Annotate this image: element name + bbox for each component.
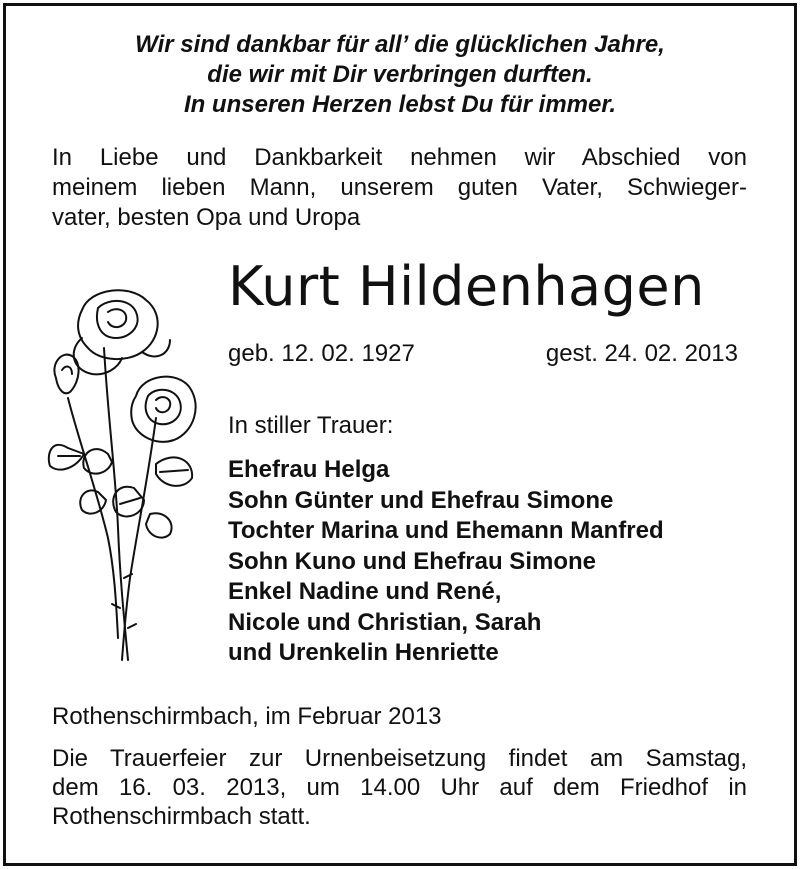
intro-line: vater, besten Opa und Uropa (52, 204, 361, 231)
service-line: Rothenschirmbach statt. (52, 803, 311, 830)
mourner-line: und Urenkelin Henriette (228, 639, 499, 666)
deceased-name: Kurt Hildenhagen (228, 255, 705, 318)
death-date: gest. 24. 02. 2013 (545, 340, 738, 367)
place-date: Rothenschirmbach, im Februar 2013 (52, 703, 442, 730)
mourners-heading: In stiller Trauer: (228, 412, 394, 439)
intro-line: In Liebe und Dankbarkeit nehmen wir Abschied von (52, 144, 747, 171)
motto (0, 30, 800, 120)
mourner-line: Enkel Nadine und René, (228, 578, 502, 605)
service-line: Die Trauerfeier zur Urnenbeisetzung findet am Samstag, (52, 745, 747, 772)
mourner-line: Sohn Günter und Ehefrau Simone (228, 486, 614, 514)
mourners-list (228, 455, 664, 669)
mourner-line: Tochter Marina und Ehemann Manfred (228, 517, 664, 544)
service-info (52, 744, 747, 831)
life-dates (228, 340, 738, 368)
mourner-line: Sohn Kuno und Ehefrau Simone (228, 547, 596, 575)
intro-text (52, 143, 747, 233)
motto-line: In unseren Herzen lebst Du für immer. (183, 91, 617, 118)
mourner-line: Nicole und Christian, Sarah (228, 608, 542, 636)
mourner-line: Ehefrau Helga (228, 456, 390, 483)
birth-date: geb. 12. 02. 1927 (228, 340, 415, 367)
rose-icon (38, 278, 208, 668)
intro-line: meinem lieben Mann, unserem guten Vater, Schwieger- (52, 174, 747, 201)
service-line: dem 16. 03. 2013, um 14.00 Uhr auf dem Friedhof in (52, 774, 747, 801)
motto-line: Wir sind dankbar für all’ die glücklichen Jahre, (135, 31, 665, 58)
motto-line: die wir mit Dir verbringen durften. (207, 61, 593, 88)
